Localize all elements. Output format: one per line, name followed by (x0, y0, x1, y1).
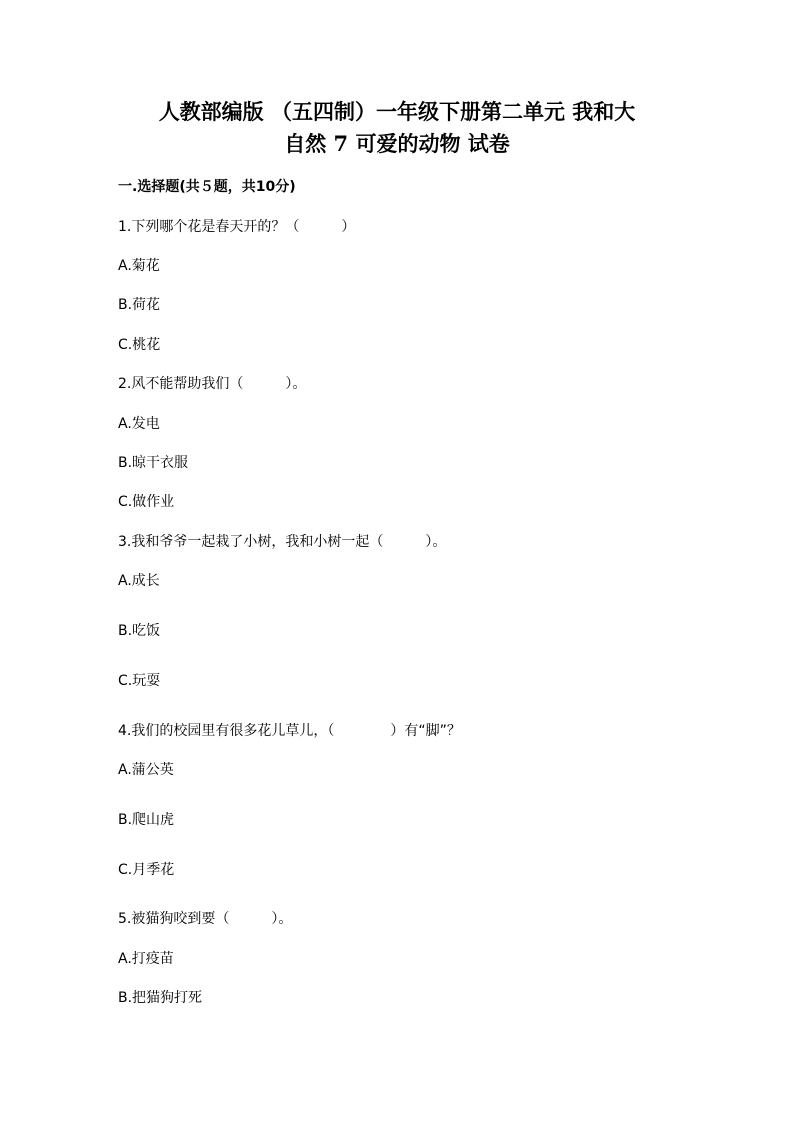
question-3-stem: 3.我和爷爷一起栽了小树，我和小树一起（ ）。 (118, 534, 447, 550)
section-heading: 一.选择题(共５题，共10分) (118, 179, 296, 195)
question-1-option-c: C.桃花 (118, 337, 161, 353)
question-5-stem: 5.被猫狗咬到要（ ）。 (118, 911, 293, 927)
question-3-option-b: B.吃饭 (118, 623, 161, 639)
question-4-stem: 4.我们的校园里有很多花儿草儿，（ ）有“脚”？ (118, 723, 461, 739)
question-1-stem: 1.下列哪个花是春天开的？（ ） (118, 219, 356, 235)
question-2-stem: 2.风不能帮助我们（ ）。 (118, 376, 307, 392)
question-2-option-a: A.发电 (118, 416, 160, 432)
question-3-option-a: A.成长 (118, 573, 160, 589)
question-4-option-c: C.月季花 (118, 862, 175, 878)
question-1-option-b: B.荷花 (118, 297, 161, 313)
page-title-line-2: 自然 7 可爱的动物 试卷 (284, 131, 510, 156)
question-1-option-a: A.菊花 (118, 258, 160, 274)
question-2-option-b: B.晾干衣服 (118, 455, 189, 471)
page-title-line-1: 人教部编版 （五四制）一年级下册第二单元 我和大 (158, 99, 636, 124)
question-3-option-c: C.玩耍 (118, 673, 161, 689)
question-5-option-b: B.把猫狗打死 (118, 990, 203, 1006)
question-5-option-a: A.打疫苗 (118, 951, 174, 967)
question-4-option-a: A.蒲公英 (118, 762, 174, 778)
question-2-option-c: C.做作业 (118, 494, 175, 510)
question-4-option-b: B.爬山虎 (118, 812, 175, 828)
